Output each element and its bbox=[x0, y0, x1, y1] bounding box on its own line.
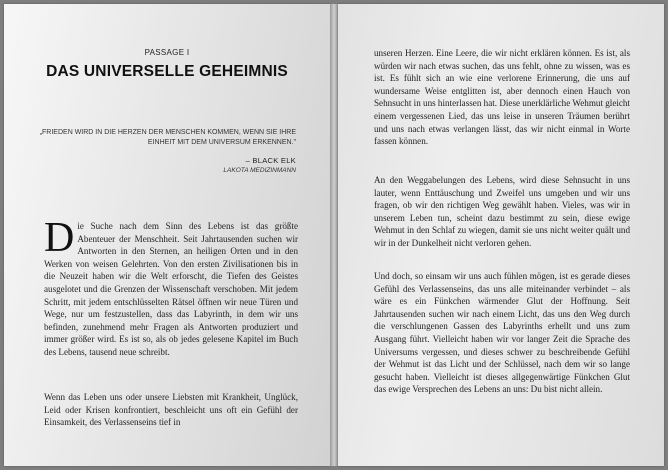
epigraph-quote: „FRIEDEN WIRD IN DIE HERZEN DER MENSCHEN KOMMEN, WENN SIE IHRE EINHEIT MIT DEM UNIVERSUM ERKENNEN." bbox=[39, 129, 296, 146]
paragraph-1-text: ie Suche nach dem Sinn des Lebens ist das größte Abenteuer der Menschheit. Seit Jahrtausenden suchen wir Antworten in den Sternen, an heiligen Orten und in den Werken von weisen Gelehrten. Von den ersten Zivilisationen bis in die Neuzeit haben wir die Welt erforscht, die Tiefen des Geistes ausgelotet und die Grenzen der Wissenschaft verschoben. Mit jedem Schritt, mit jedem entschlüsselten Rätsel öffnen wir neue Türen und Wege, nur um festzustellen, dass das Labyrinth, in dem wir uns befinden, zunehmend mehr Fragen als Antworten produziert und immer größer wird. Es ist so, als ob jedes gelesene Kapitel im Buch des Lebens, tausend neue schreibt. bbox=[44, 221, 298, 357]
drop-cap: D bbox=[44, 215, 75, 261]
paragraph-2: Wenn das Leben uns oder unsere Liebsten mit Krankheit, Unglück, Leid oder Krisen konfrontiert, beschleicht uns oft ein Gefühl der Einsamkeit, des Verlassenseins tief in bbox=[44, 392, 298, 428]
left-page bbox=[4, 4, 330, 466]
right-page bbox=[338, 4, 664, 466]
quote-author: – BLACK ELK bbox=[245, 156, 296, 165]
right-paragraph-1: unseren Herzen. Eine Leere, die wir nicht erklären können. Es ist, als würden wir nach etwas suchen, das uns fehlt, ohne zu wissen, was es ist. Es fühlt sich an wie eine verlorene Erinnerung, die uns auf wundersame Weise entglitten ist, aber dennoch einen Hauch von Sehnsucht in uns hinterlassen hat. Diese unerklärliche Wehmut gleicht einem vergessenen Lied, das uns leise in unseren Träumen berührt und uns nach etwas verlangen lässt, das wir nicht einmal in Worte fassen können. bbox=[374, 48, 630, 147]
passage-label: PASSAGE I bbox=[144, 48, 190, 57]
right-paragraph-2: An den Weggabelungen des Lebens, wird diese Sehnsucht in uns lauter, wenn Enttäuschung und Zweifel uns umgeben und wir uns fragen, ob wir den richtigen Weg gewählt haben. Vieles, was wir in unserem Leben tun, scheint dazu bestimmt zu sein, diese ewige Wehmut in den Schlaf zu wiegen, damit sie uns nicht weiter quält und wir in der Dunkelheit nicht verloren gehen. bbox=[374, 175, 630, 248]
chapter-title: DAS UNIVERSELLE GEHEIMNIS bbox=[46, 63, 288, 80]
quote-author-role: LAKOTA MEDIZINMANN bbox=[223, 167, 296, 174]
book-gutter bbox=[330, 4, 338, 466]
paragraph-1 bbox=[44, 215, 298, 359]
right-paragraph-3: Und doch, so einsam wir uns auch fühlen mögen, ist es gerade dieses Gefühl des Verlassenseins, das uns alle miteinander verbindet – als wäre es ein Fünkchen wärmender Glut der Hoffnung. Seit Jahrtausenden suchen wir nach einem Licht, das uns den Weg durch die verschlungenen Gassen des Labyrinths erhellt und uns zum Ausgang führt. Vielleicht haben wir vor langer Zeit die Sprache des Universums vergessen, und dieses schwer zu beschreibende Gefühl der Wehmut ist das Licht und der Schlüssel, nach dem wir so lange gesucht haben. Vielleicht ist dieses allgegenwärtige Fünkchen Glut das ewige Versprechen des Lebens an uns: Du bist nicht allein. bbox=[374, 271, 630, 395]
